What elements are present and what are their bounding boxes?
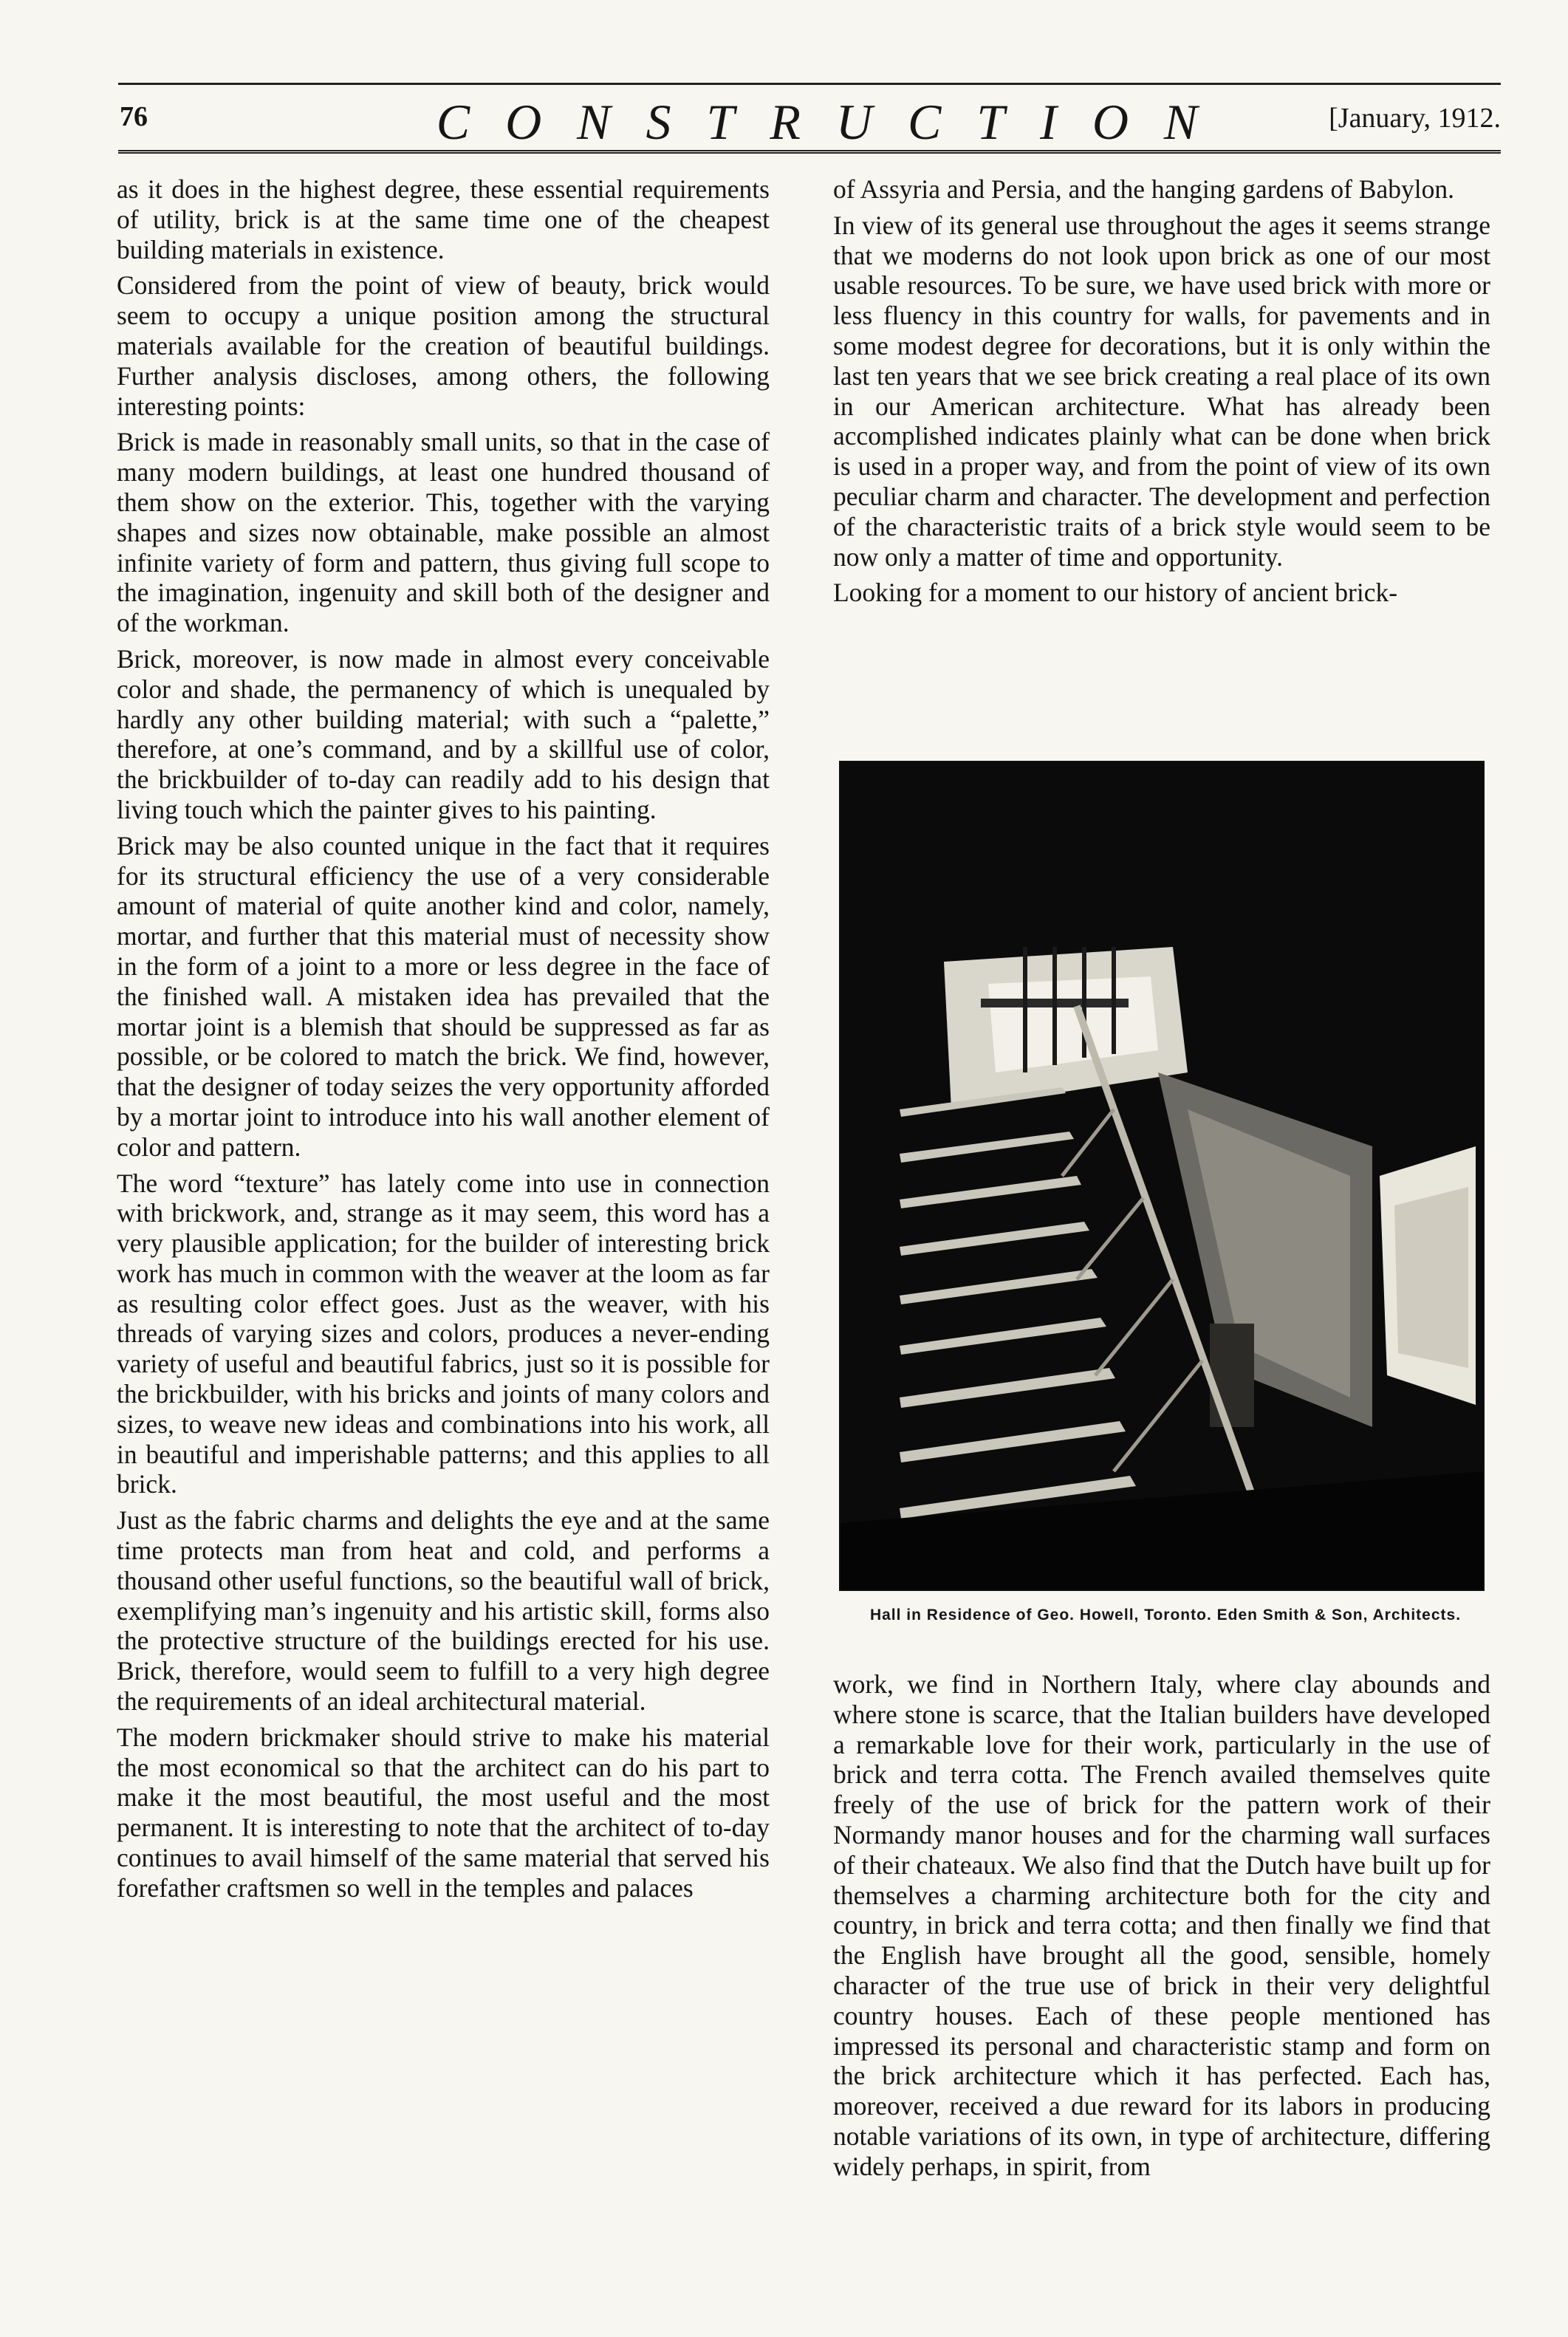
- paragraph: Brick, moreover, is now made in almost every conceivable color and shade, the permanency of which is unequaled by hardly any other building material; with such a “palette,” therefore, at one’s command, and by a skillful use of color, the brickbuilder of to-day can readily add to his design that living touch which the painter gives to his painting.: [117, 643, 770, 824]
- staircase-photo: [839, 761, 1485, 1591]
- left-column: [117, 174, 770, 1909]
- paragraph: Looking for a moment to our history of ancient brick-: [833, 578, 1398, 608]
- paragraph: Brick is made in reasonably small units, so that in the case of many modern buildings, at least one hundred thousand of them show on the exterior. This, together with the varying shapes and sizes now obtainable, make possible an almost infinite variety of form and pattern, thus giving full scope to the imagination, ingenuity and skill both of the designer and of the workman.: [117, 427, 770, 638]
- paragraph: work, we find in Northern Italy, where clay abounds and where stone is scarce, that the Italian builders have developed a remarkable love for their work, particularly in the use of brick and terra cotta. The French availed themselves quite freely of the use of brick for the pattern work of their Normandy manor houses and for the charming wall surfaces of their chateaux. We also find that the Dutch have built up for themselves a charming architecture both for the city and country, in brick and terra cotta; and then finally we find that the English have brought all the good, sensible, homely character of the true use of brick in their very delightful country houses. Each of these people mentioned has impressed its personal and characteristic stamp and form on the brick architecture which it has perfected. Each has, moreover, received a due reward for its labors in producing notable variations of its own, in type of architecture, differing widely perhaps, in spirit, from: [833, 1669, 1490, 2181]
- header-rule-bottom: [118, 150, 1501, 157]
- paragraph: Considered from the point of view of beauty, brick would seem to occupy a unique position among the structural materials available for the creation of beautiful buildings. Further analysis discloses, among others, the following interesting points:: [117, 270, 770, 421]
- page-number: 76: [120, 101, 148, 132]
- paragraph: The word “texture” has lately come into use in connection with brickwork, and, strange as it may seem, this word has a very plausible application; for the builder of interesting brick work has much in common with the weaver at the loom as far as resulting color effect goes. Just as the weaver, with his threads of varying sizes and colors, produces a never-ending variety of useful and beautiful fabrics, just so it is possible for the brickbuilder, with his bricks and joints of many colors and sizes, to weave new ideas and combinations into his work, all in beautiful and imperishable patterns; and this applies to all brick.: [117, 1168, 770, 1499]
- magazine-title: CONSTRUCTION: [436, 94, 1233, 150]
- page-header: [118, 83, 1501, 157]
- issue-date: [January, 1912.: [1329, 103, 1501, 134]
- paragraph: Brick may be also counted unique in the fact that it requires for its structural efficiency the use of a very considerable amount of material of quite another kind and color, namely, mortar, and further that this material must of necessity show in the form of a joint to a more or less degree in the face of the finished wall. A mistaken idea has prevailed that the mortar joint is a blemish that should be suppressed as far as possible, or be colored to match the brick. We find, however, that the designer of today seizes the very opportunity afforded by a mortar joint to introduce into his wall another element of color and pattern.: [117, 830, 770, 1162]
- paragraph: The modern brickmaker should strive to make his material the most economical so that the architect can do his part to make it the most beautiful, the most useful and the most permanent. It is interesting to note that the architect of to-day continues to avail himself of the same material that served his forefather craftsmen so well in the temples and palaces: [117, 1722, 770, 1903]
- staircase-photo-image: [841, 762, 1483, 1590]
- paragraph: Just as the fabric charms and delights the eye and at the same time protects man from heat and cold, and performs a thousand other useful functions, so the beautiful wall of brick, exemplifying man’s ingenuity and his artistic skill, forms also the protective structure of the buildings erected for his use. Brick, therefore, would seem to fulfill to a very high degree the requirements of an ideal architectural material.: [117, 1505, 770, 1717]
- right-column-continued: [833, 1669, 1490, 2188]
- paragraph: of Assyria and Persia, and the hanging gardens of Babylon.: [833, 174, 1454, 204]
- paragraph: as it does in the highest degree, these essential requirements of utility, brick is at the same time one of the cheapest building materials in existence.: [117, 174, 770, 264]
- paragraph: In view of its general use throughout the ages it seems strange that we moderns do not look upon brick as one of our most usable resources. To be sure, we have used brick with more or less fluency in this country for walls, for pavements and in some modest degree for decorations, but it is only within the last ten years that we see brick creating a real place of its own in our American architecture. What has already been accomplished indicates plainly what can be done when brick is used in a proper way, and from the point of view of its own peculiar charm and character. The development and perfection of the characteristic traits of a brick style would seem to be now only a matter of time and opportunity.: [833, 210, 1490, 572]
- header-rule-top: [118, 83, 1501, 85]
- photo-caption: Hall in Residence of Geo. Howell, Toronto. Eden Smith & Son, Architects.: [869, 1607, 1462, 1623]
- photo-figure: [839, 761, 1492, 1625]
